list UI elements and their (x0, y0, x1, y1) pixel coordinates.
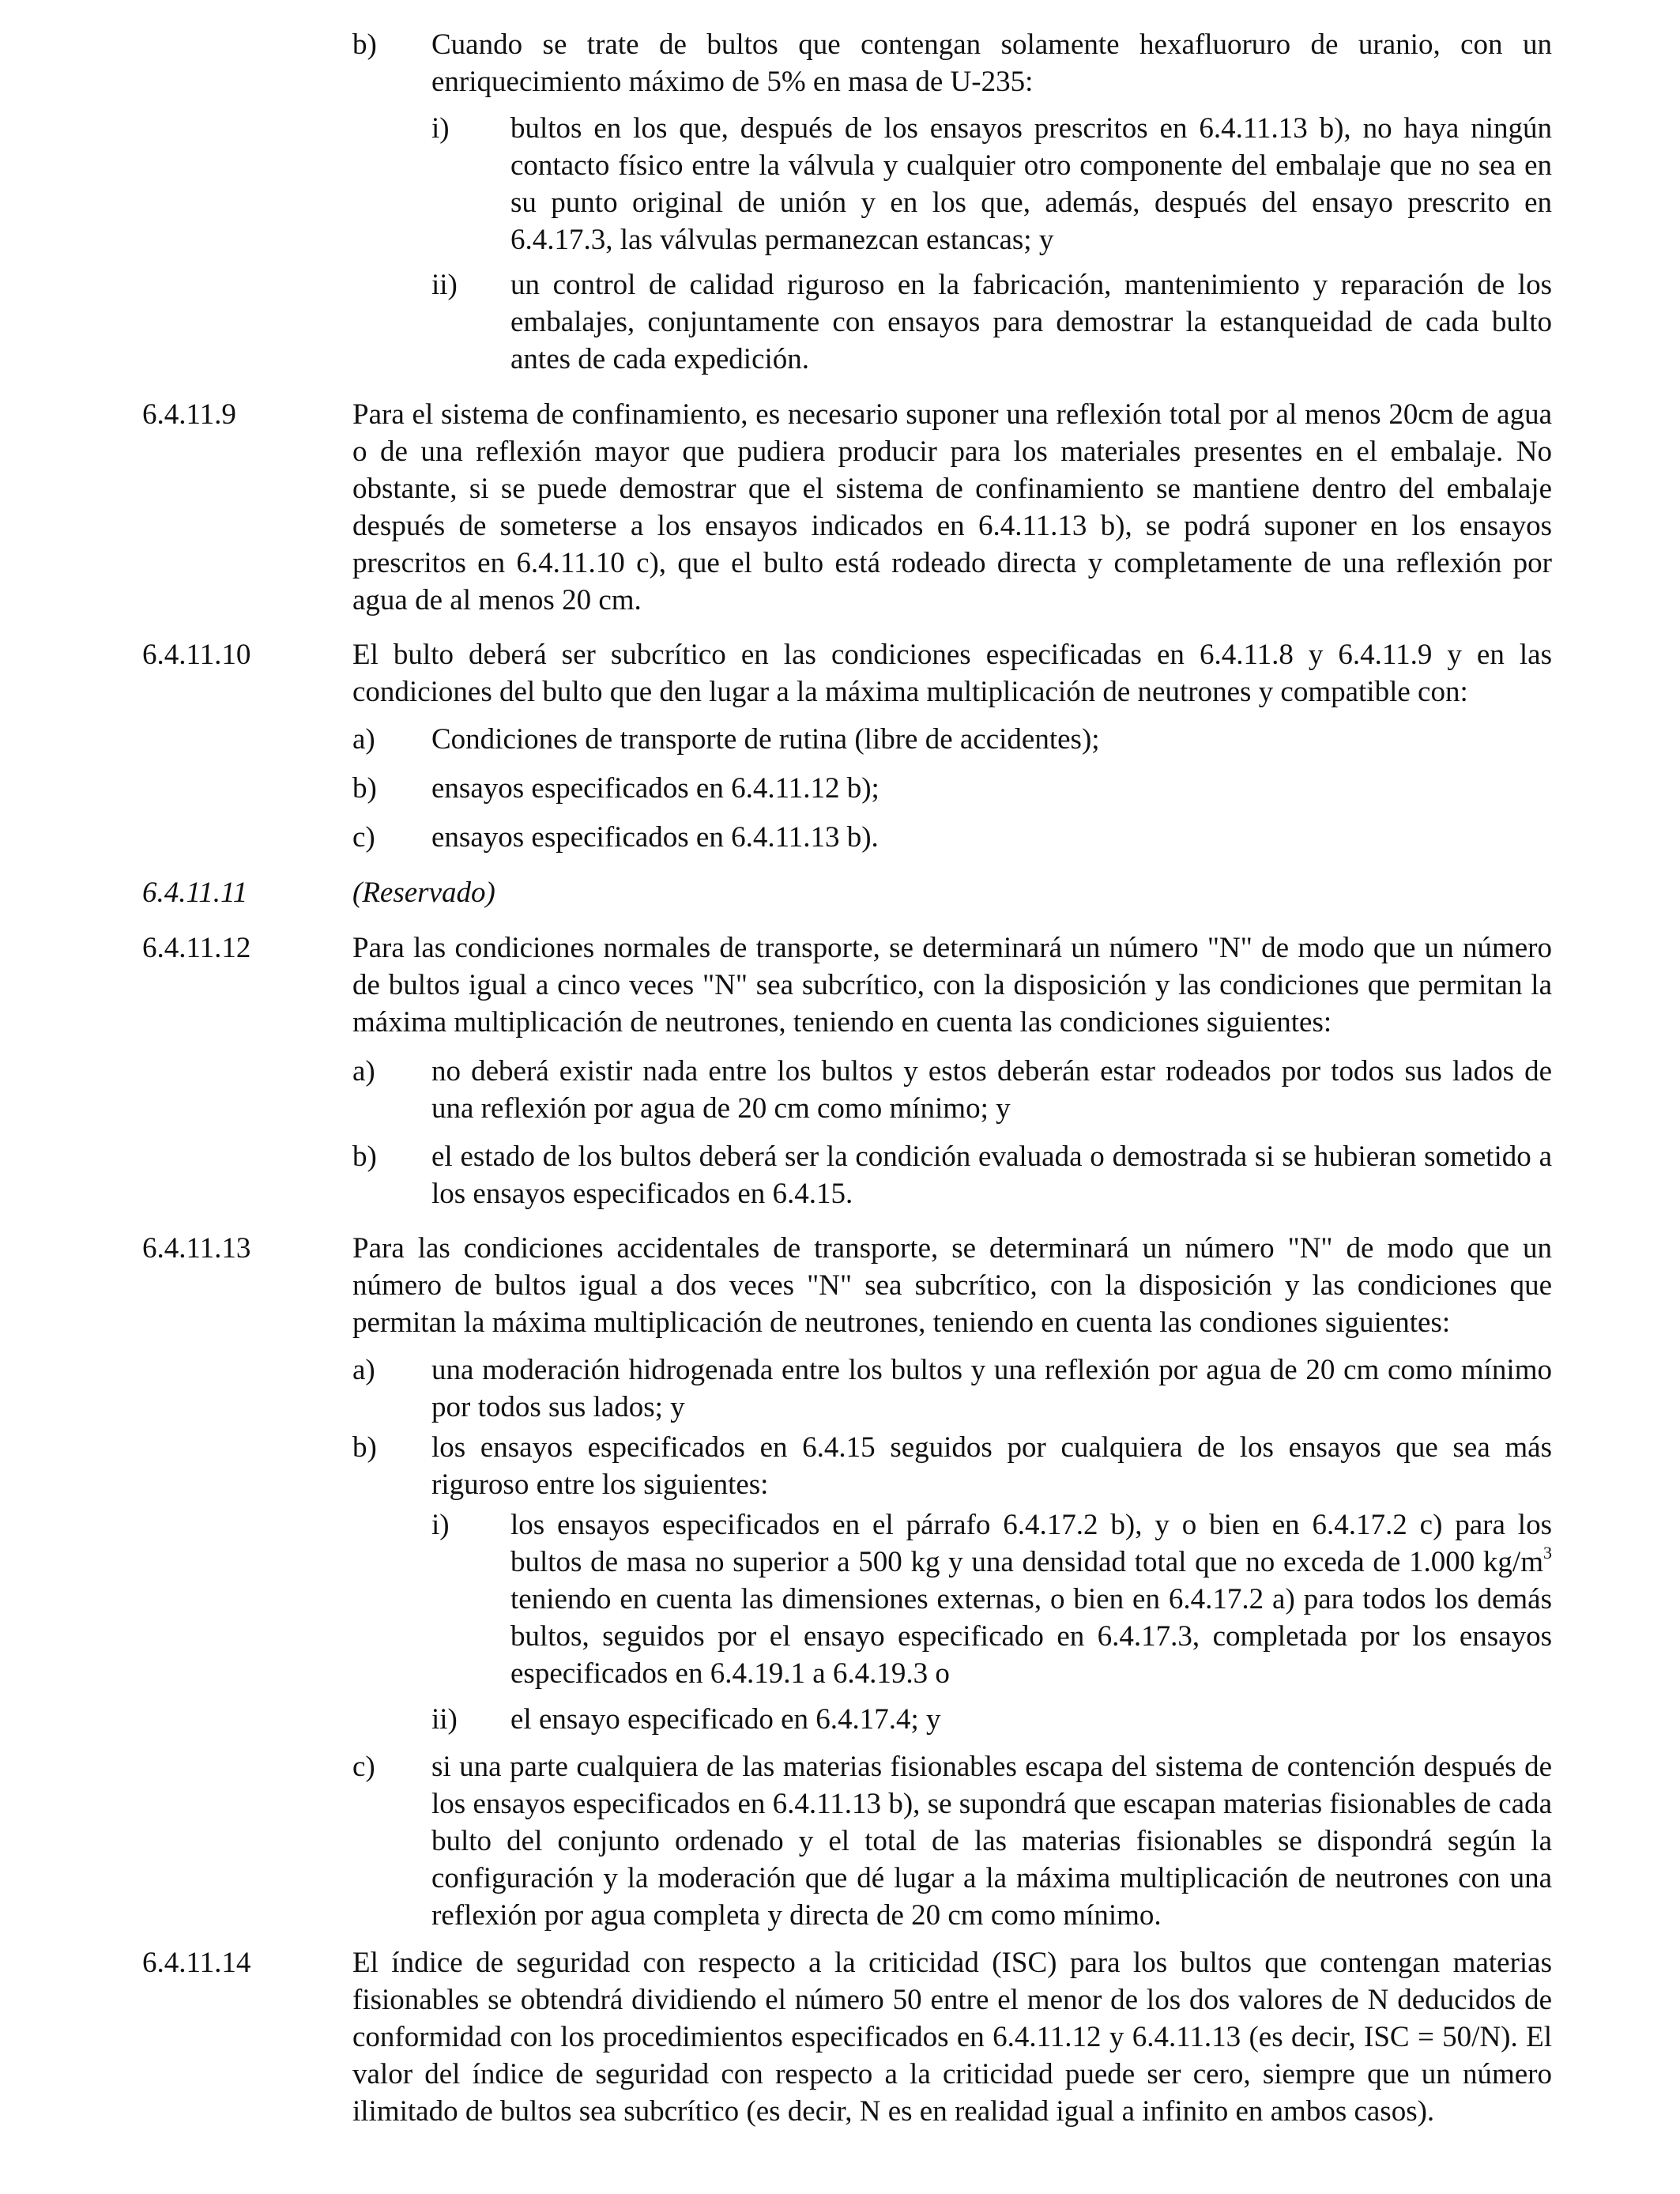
item-label: b) (352, 28, 377, 61)
section-number: 6.4.11.13 (142, 1232, 251, 1265)
section-number: 6.4.11.11 (142, 876, 248, 909)
section-number: 6.4.11.10 (142, 639, 251, 671)
subitem-text-part: los ensayos especificados en el párrafo 6.4.17.2 b), y o bien en 6.4.17.2 c) para los bultos de masa no superior a 500 kg y una densidad total que no exceda de 1.000 kg/m (510, 1509, 1552, 1578)
subitem-text: un control de calidad riguroso en la fabricación, mantenimiento y reparación de los embalajes, conjuntamente con ensayos para demostrar la estanqueidad de cada bulto antes de cada expedición. (510, 269, 1552, 375)
item-text: el estado de los bultos deberá ser la condición evaluada o demostrada si se hubieran sometido a los ensayos especificados en 6.4.15. (431, 1140, 1552, 1210)
section-number: 6.4.11.12 (142, 932, 251, 964)
item-label: a) (352, 1354, 375, 1386)
item-text: no deberá existir nada entre los bultos y estos deberán estar rodeados por todos sus lados de una reflexión por agua de 20 cm como mínimo; y (431, 1055, 1552, 1125)
superscript: 3 (1543, 1543, 1552, 1563)
item-text: los ensayos especificados en 6.4.15 seguidos por cualquiera de los ensayos que sea más riguroso entre los siguientes: (431, 1431, 1552, 1501)
subitem-text: el ensayo especificado en 6.4.17.4; y (510, 1703, 941, 1736)
item-text: si una parte cualquiera de las materias fisionables escapa del sistema de contención después de los ensayos especificados en 6.4.11.13 b), se supondrá que escapan materias fisionables de cada bulto del conjunto ordenado y el total de las materias fisionables se dispondrá según la configuración y la moderación que dé lugar a la máxima multiplicación de neutrones con una reflexión por agua completa y directa de 20 cm como mínimo. (431, 1751, 1552, 1932)
section-text: El índice de seguridad con respecto a la criticidad (ISC) para los bultos que contengan materias fisionables se obtendrá dividiendo el número 50 entre el menor de los dos valores de N deducidos de conformidad con los procedimientos especificados en 6.4.11.12 y 6.4.11.13 (es decir, ISC = 50/N). El valor del índice de seguridad con respecto a la criticidad puede ser cero, siempre que un número ilimitado de bultos sea subcrítico (es decir, N es en realidad igual a infinito en ambos casos). (352, 1947, 1552, 2128)
section-text: Para las condiciones normales de transporte, se determinará un número "N" de modo que un número de bultos igual a cinco veces "N" sea subcrítico, con la disposición y las condiciones que permitan la máxima multiplicación de neutrones, teniendo en cuenta las condiciones siguientes: (352, 932, 1552, 1039)
subitem-text-part: teniendo en cuenta las dimensiones externas, o bien en 6.4.17.2 a) para todos los demás bultos, seguidos por el ensayo especificado en 6.4.17.3, completada por los ensayos especificados en 6.4.19.1 a 6.4.19.3 o (510, 1583, 1552, 1690)
item-text: ensayos especificados en 6.4.11.13 b). (431, 821, 879, 854)
item-label: b) (352, 772, 377, 805)
item-label: b) (352, 1140, 377, 1173)
subitem-label: ii) (431, 269, 458, 301)
item-text: Cuando se trate de bultos que contengan solamente hexafluoruro de uranio, con un enriquecimiento máximo de 5% en masa de U-235: (431, 28, 1552, 98)
subitem-label: i) (431, 1509, 450, 1541)
subitem-label: ii) (431, 1703, 458, 1736)
section-text: Para el sistema de confinamiento, es necesario suponer una reflexión total por al menos 20cm de agua o de una reflexión mayor que pudiera producir para los materiales presentes en el embalaje. No obstante, si se puede demostrar que el sistema de confinamiento se mantiene dentro del embalaje después de someterse a los ensayos indicados en 6.4.11.13 b), se podrá suponer en los ensayos prescritos en 6.4.11.10 c), que el bulto está rodeado directa y completamente de una reflexión por agua de al menos 20 cm. (352, 398, 1552, 616)
item-label: b) (352, 1431, 377, 1464)
subitem-text: bultos en los que, después de los ensayos prescritos en 6.4.11.13 b), no haya ningún contacto físico entre la válvula y cualquier otro componente del embalaje que no sea en su punto original de unión y en los que, además, después del ensayo prescrito en 6.4.17.3, las válvulas permanezcan estancas; y (510, 112, 1552, 256)
section-text: Para las condiciones accidentales de transporte, se determinará un número "N" de modo que un número de bultos igual a dos veces "N" sea subcrítico, con la disposición y las condiciones que permitan la máxima multiplicación de neutrones, teniendo en cuenta las condiones siguientes: (352, 1232, 1552, 1339)
section-number: 6.4.11.14 (142, 1947, 251, 1979)
item-text: ensayos especificados en 6.4.11.12 b); (431, 772, 880, 805)
item-label: a) (352, 1055, 375, 1088)
section-number: 6.4.11.9 (142, 398, 236, 431)
section-text: El bulto deberá ser subcrítico en las condiciones especificadas en 6.4.11.8 y 6.4.11.9 y en las condiciones del bulto que den lugar a la máxima multiplicación de neutrones y compatible con: (352, 639, 1552, 708)
subitem-text (510, 1506, 1552, 1692)
section-text: (Reservado) (352, 876, 495, 909)
subitem-label: i) (431, 112, 450, 145)
item-label: c) (352, 1751, 375, 1783)
item-label: a) (352, 723, 375, 756)
item-text: una moderación hidrogenada entre los bultos y una reflexión por agua de 20 cm como mínimo por todos sus lados; y (431, 1354, 1552, 1423)
item-label: c) (352, 821, 375, 854)
item-text: Condiciones de transporte de rutina (libre de accidentes); (431, 723, 1100, 756)
